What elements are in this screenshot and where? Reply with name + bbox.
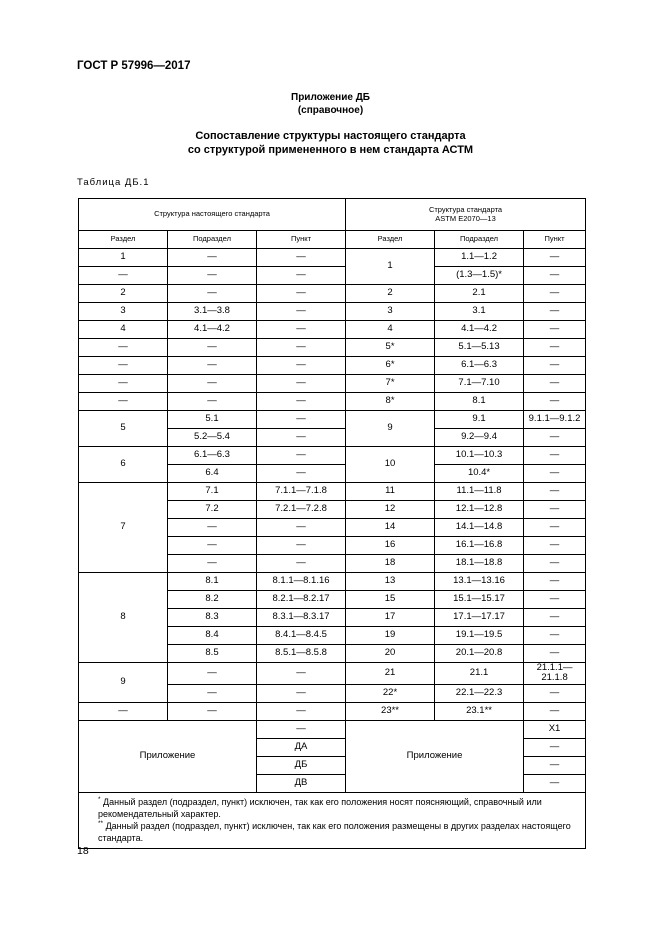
column-header: Раздел (346, 231, 435, 249)
table-row (79, 303, 586, 321)
table-cell: — (79, 375, 168, 393)
table-cell: 12.1—12.8 (435, 501, 524, 519)
table-cell: — (168, 702, 257, 720)
table-cell: — (524, 627, 586, 645)
table-row (79, 375, 586, 393)
table-cell: — (524, 447, 586, 465)
table-cell: 3 (346, 303, 435, 321)
table-cell: 17.1—17.17 (435, 609, 524, 627)
table-cell: 1 (79, 249, 168, 267)
table-cell: — (524, 537, 586, 555)
table-cell: — (257, 393, 346, 411)
appendix-item-right: — (524, 756, 586, 774)
column-header: Подраздел (168, 231, 257, 249)
table-cell: — (524, 357, 586, 375)
column-header: Пункт (524, 231, 586, 249)
table-cell: 9.1.1—9.1.2 (524, 411, 586, 429)
table-cell: 20 (346, 645, 435, 663)
table-cell: 5.2—5.4 (168, 429, 257, 447)
table-cell: — (257, 447, 346, 465)
table-cell: — (524, 501, 586, 519)
table-cell: 10.1—10.3 (435, 447, 524, 465)
table-row (79, 285, 586, 303)
table-cell: 2 (346, 285, 435, 303)
table-cell: — (257, 702, 346, 720)
table-cell: — (524, 321, 586, 339)
table-cell: — (524, 285, 586, 303)
table-cell: 6.1—6.3 (435, 357, 524, 375)
table-row (79, 702, 586, 720)
column-header: Раздел (79, 231, 168, 249)
table-row (79, 573, 586, 591)
table-cell: — (524, 393, 586, 411)
table-row (79, 267, 586, 285)
table-cell: — (168, 357, 257, 375)
table-cell: 8.1 (435, 393, 524, 411)
table-cell: 12 (346, 501, 435, 519)
table-cell: — (524, 465, 586, 483)
section-heading-line-2: со структурой примененного в нем стандарта АСТМ (187, 144, 474, 156)
table-cell: 19 (346, 627, 435, 645)
table-cell: — (168, 684, 257, 702)
annex-subtitle: (справочное) (297, 105, 364, 116)
table-cell: — (79, 393, 168, 411)
table-cell: 5* (346, 339, 435, 357)
section-heading-line-1: Сопоставление структуры настоящего стандарта (195, 130, 466, 142)
note-1 (86, 796, 579, 820)
table-cell: 2.1 (435, 285, 524, 303)
table-cell: — (168, 375, 257, 393)
table-cell: — (524, 429, 586, 447)
table-cell: (1.3—1.5)* (435, 267, 524, 285)
table-cell: 1.1—1.2 (435, 249, 524, 267)
note-1-text: Данный раздел (подраздел, пункт) исключен, так как его положения носят поясняющий, справочный или рекомендательный характер. (98, 796, 542, 820)
table-cell: 6.4 (168, 465, 257, 483)
table-cell: — (168, 663, 257, 685)
table-cell: 20.1—20.8 (435, 645, 524, 663)
table-cell: 8.1 (168, 573, 257, 591)
table-cell: — (524, 573, 586, 591)
table-cell: 8.3.1—8.3.17 (257, 609, 346, 627)
notes-row (79, 792, 586, 849)
table-cell: — (79, 702, 168, 720)
table-cell: 16.1—16.8 (435, 537, 524, 555)
appendix-label-right: Приложение (346, 720, 524, 792)
table-cell: 9 (79, 663, 168, 703)
appendix-item-right: — (524, 774, 586, 792)
table-cell: 15 (346, 591, 435, 609)
table-cell: — (168, 519, 257, 537)
table-cell: 5.1 (168, 411, 257, 429)
table-cell: 8* (346, 393, 435, 411)
table-cell: — (79, 267, 168, 285)
table-cell: — (524, 339, 586, 357)
table-cell: 11.1—11.8 (435, 483, 524, 501)
table-cell: 9.1 (435, 411, 524, 429)
table-cell: — (524, 645, 586, 663)
table-cell: — (257, 411, 346, 429)
table-cell: 21 (346, 663, 435, 685)
table-notes (79, 792, 586, 849)
table-cell: — (257, 465, 346, 483)
table-cell: — (257, 285, 346, 303)
appendix-item-left: ДБ (257, 756, 346, 774)
table-cell: — (524, 375, 586, 393)
table-cell: 4 (346, 321, 435, 339)
table-cell: — (257, 303, 346, 321)
left-group-header: Структура настоящего стандарта (79, 199, 346, 231)
table-cell: 13.1—13.16 (435, 573, 524, 591)
table-cell: — (257, 537, 346, 555)
table-cell: 16 (346, 537, 435, 555)
table-cell: 5.1—5.13 (435, 339, 524, 357)
table-cell: 4 (79, 321, 168, 339)
appendix-item-right: — (524, 738, 586, 756)
table-cell: — (257, 249, 346, 267)
table-cell: — (168, 393, 257, 411)
table-cell: 15.1—15.17 (435, 591, 524, 609)
table-cell: — (168, 249, 257, 267)
table-cell: 18.1—18.8 (435, 555, 524, 573)
table-row (79, 393, 586, 411)
table-cell: — (524, 249, 586, 267)
table-cell: 7.2.1—7.2.8 (257, 501, 346, 519)
table-cell: 22* (346, 684, 435, 702)
table-cell: — (257, 339, 346, 357)
table-cell: 7.1.1—7.1.8 (257, 483, 346, 501)
appendix-label-left: Приложение (79, 720, 257, 792)
table-cell: — (257, 684, 346, 702)
comparison-table (78, 198, 586, 849)
table-cell: 8.5.1—8.5.8 (257, 645, 346, 663)
table-cell: — (524, 555, 586, 573)
table-cell: — (257, 357, 346, 375)
note-2-text: Данный раздел (подраздел, пункт) исключен, так как его положения размещены в других разделах настоящего стандарта. (98, 821, 571, 844)
table-cell: 8.2 (168, 591, 257, 609)
column-header: Пункт (257, 231, 346, 249)
table-row (79, 339, 586, 357)
table-cell: 3.1—3.8 (168, 303, 257, 321)
table-cell: 6.1—6.3 (168, 447, 257, 465)
right-group-header-line-1: Структура стандарта (428, 205, 503, 215)
table-cell: 8.3 (168, 609, 257, 627)
table-cell: 8.2.1—8.2.17 (257, 591, 346, 609)
table-cell: 8.5 (168, 645, 257, 663)
annex-title: Приложение ДБ (291, 92, 370, 103)
table-caption: Таблица ДБ.1 (77, 177, 150, 188)
table-row (79, 357, 586, 375)
table-cell: 13 (346, 573, 435, 591)
right-group-header-line-2: ASTM E2070—13 (435, 213, 496, 223)
table-cell: 8.4.1—8.4.5 (257, 627, 346, 645)
table-cell: 7.1—7.10 (435, 375, 524, 393)
table-column-header-row (79, 231, 586, 249)
table-row (79, 447, 586, 465)
table-cell: 7.1 (168, 483, 257, 501)
table-cell: — (257, 375, 346, 393)
table-cell: 9 (346, 411, 435, 447)
appendix-item-left: — (257, 720, 346, 738)
table-cell: 8.1.1—8.1.16 (257, 573, 346, 591)
table-row (79, 411, 586, 429)
table-cell: — (79, 339, 168, 357)
table-cell: — (257, 321, 346, 339)
table-cell: — (257, 429, 346, 447)
table-cell: — (257, 555, 346, 573)
table-cell: — (168, 537, 257, 555)
table-row (79, 321, 586, 339)
table-cell: 17 (346, 609, 435, 627)
table-cell: 22.1—22.3 (435, 684, 524, 702)
table-cell: 7 (79, 483, 168, 573)
table-cell: — (168, 555, 257, 573)
table-cell: 10.4* (435, 465, 524, 483)
column-header: Подраздел (435, 231, 524, 249)
table-cell: 10 (346, 447, 435, 483)
table-cell: — (524, 702, 586, 720)
table-cell: — (524, 591, 586, 609)
table-cell: — (524, 483, 586, 501)
right-group-header (346, 199, 586, 231)
table-cell: — (524, 267, 586, 285)
table-cell: 7.2 (168, 501, 257, 519)
table-cell: 21.1 (435, 663, 524, 685)
table-cell: — (524, 303, 586, 321)
table-cell: 7* (346, 375, 435, 393)
table-cell: 4.1—4.2 (435, 321, 524, 339)
table-cell: 23** (346, 702, 435, 720)
table-cell: — (257, 519, 346, 537)
table-cell: 11 (346, 483, 435, 501)
table-cell: 3.1 (435, 303, 524, 321)
appendix-item-left: ДВ (257, 774, 346, 792)
table-cell: — (524, 684, 586, 702)
table-cell: — (168, 339, 257, 357)
table-cell: 1 (346, 249, 435, 285)
table-cell: 2 (79, 285, 168, 303)
table-cell: — (257, 267, 346, 285)
table-cell: 19.1—19.5 (435, 627, 524, 645)
table-row (79, 249, 586, 267)
note-2-mark: ** (98, 820, 104, 828)
table-cell: 6 (79, 447, 168, 483)
table-group-header-row (79, 199, 586, 231)
note-1-mark: * (98, 795, 101, 803)
table-cell: 3 (79, 303, 168, 321)
table-row (79, 483, 586, 501)
table-cell: 21.1.1—21.1.8 (524, 663, 586, 685)
table-cell: — (79, 357, 168, 375)
appendix-item-left: ДА (257, 738, 346, 756)
table-cell: — (257, 663, 346, 685)
table-cell: 5 (79, 411, 168, 447)
table-cell: — (524, 519, 586, 537)
appendix-row (79, 720, 586, 738)
table-cell: 14.1—14.8 (435, 519, 524, 537)
note-2 (86, 820, 579, 844)
table-cell: 14 (346, 519, 435, 537)
table-row (79, 663, 586, 685)
table-cell: 23.1** (435, 702, 524, 720)
table-cell: 9.2—9.4 (435, 429, 524, 447)
table-cell: — (168, 285, 257, 303)
table-cell: 18 (346, 555, 435, 573)
table-cell: 4.1—4.2 (168, 321, 257, 339)
table-cell: 8 (79, 573, 168, 663)
table-cell: 6* (346, 357, 435, 375)
table-cell: — (524, 609, 586, 627)
page-number: 18 (77, 845, 89, 857)
appendix-item-right: X1 (524, 720, 586, 738)
table-cell: 8.4 (168, 627, 257, 645)
table-cell: — (168, 267, 257, 285)
document-code: ГОСТ Р 57996—2017 (77, 60, 191, 72)
